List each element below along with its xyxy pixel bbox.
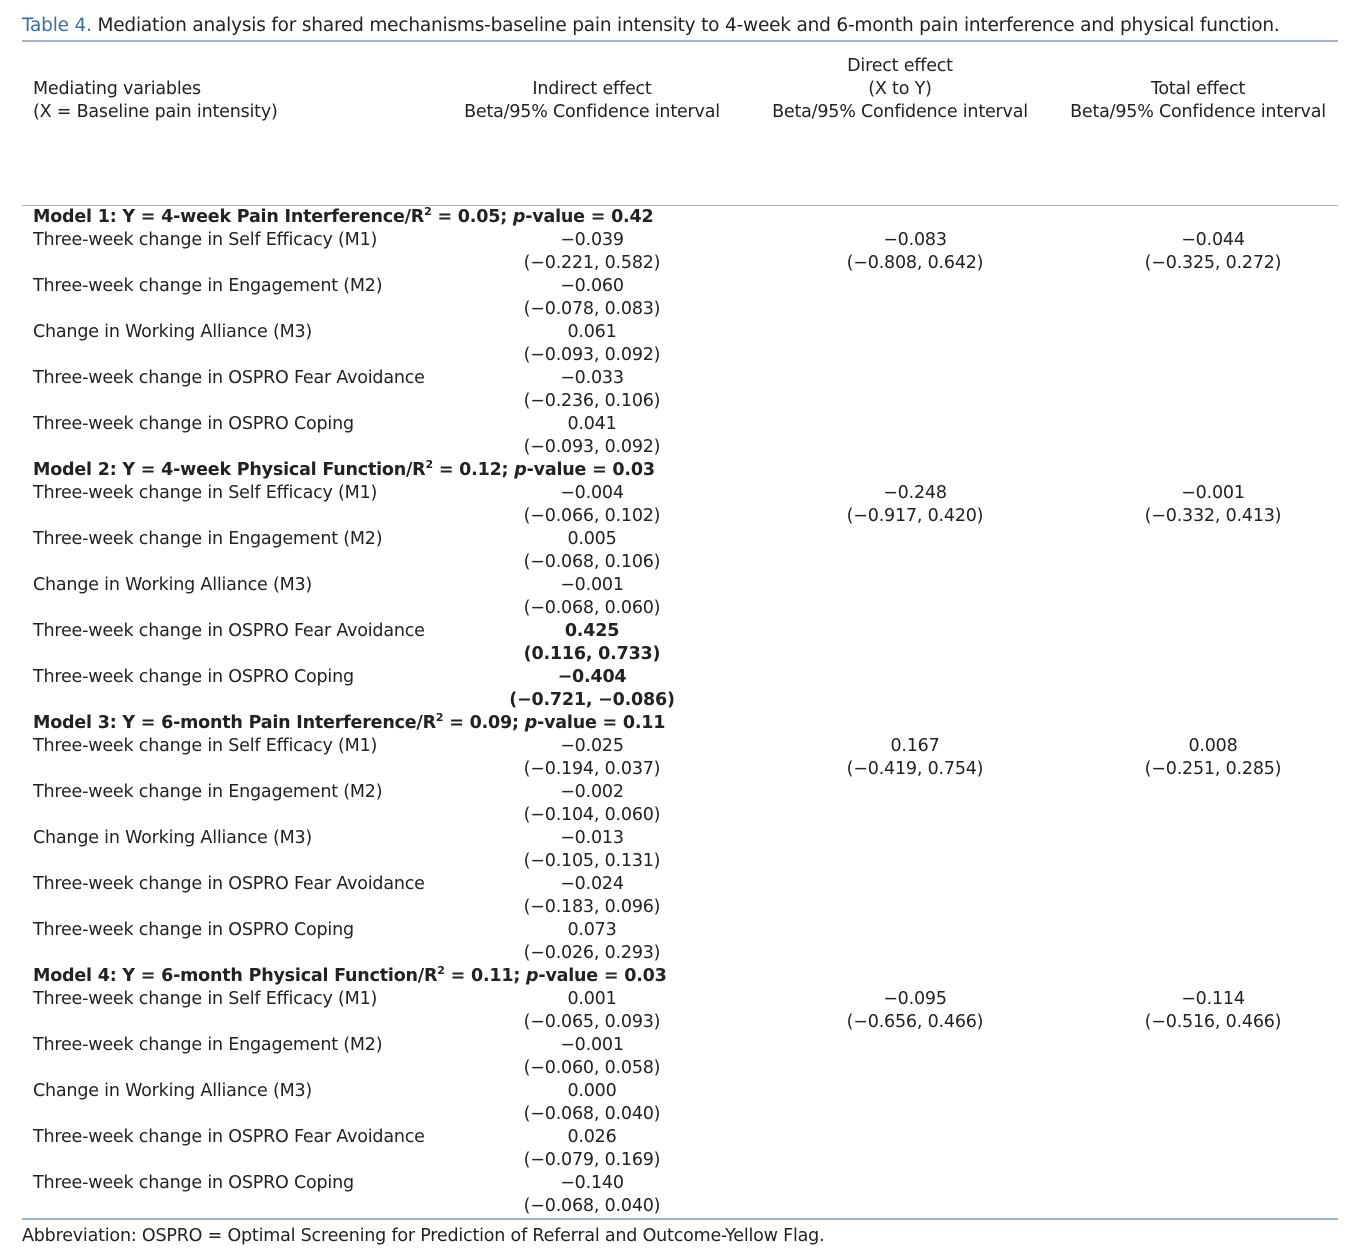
confidence-interval: (−0.060, 0.058) bbox=[523, 1058, 661, 1078]
model-title-pvalue: -value = 0.03 bbox=[538, 966, 667, 986]
total-effect-cell bbox=[1058, 620, 1338, 666]
mediating-variable-cell: Three-week change in OSPRO Fear Avoidance bbox=[33, 368, 425, 388]
confidence-interval: (−0.236, 0.106) bbox=[523, 391, 661, 411]
direct-effect-cell bbox=[742, 528, 1058, 574]
direct-effect-cell bbox=[742, 919, 1058, 965]
confidence-interval: (−0.917, 0.420) bbox=[846, 506, 984, 526]
header-direct-effect: Direct effect (X to Y) Beta/95% Confidence interval bbox=[772, 56, 1028, 122]
indirect-effect-cell bbox=[442, 275, 742, 321]
table-row bbox=[22, 321, 1338, 367]
table-row bbox=[22, 275, 1338, 321]
direct-effect-cell bbox=[742, 1034, 1058, 1080]
table-row bbox=[22, 229, 1338, 275]
confidence-interval: (−0.516, 0.466) bbox=[1144, 1012, 1282, 1032]
table-row bbox=[22, 781, 1338, 827]
direct-effect-cell bbox=[742, 1126, 1058, 1172]
indirect-effect-cell bbox=[442, 988, 742, 1034]
table-row bbox=[22, 367, 1338, 413]
model-header-row bbox=[22, 206, 1338, 229]
direct-effect-cell bbox=[742, 988, 1058, 1034]
model-title-superscript: 2 bbox=[424, 205, 432, 219]
table-row bbox=[22, 413, 1338, 459]
model-title-superscript: 2 bbox=[435, 711, 444, 725]
header-row bbox=[22, 42, 1338, 124]
model-title-pvalue: -value = 0.11 bbox=[537, 713, 666, 733]
total-effect-cell bbox=[1058, 1126, 1338, 1172]
total-effect-cell bbox=[1058, 1034, 1338, 1080]
mediating-variable-cell: Three-week change in Engagement (M2) bbox=[33, 276, 383, 296]
table-row bbox=[22, 1080, 1338, 1126]
beta-value: 0.001 bbox=[567, 989, 617, 1009]
indirect-effect-cell bbox=[442, 827, 742, 873]
beta-value: −0.404 bbox=[557, 667, 627, 687]
mediating-variable-cell: Three-week change in OSPRO Coping bbox=[33, 920, 354, 940]
model-header-row bbox=[22, 965, 1338, 988]
confidence-interval: (−0.065, 0.093) bbox=[523, 1012, 661, 1032]
model-title bbox=[22, 459, 1338, 482]
confidence-interval: (−0.656, 0.466) bbox=[846, 1012, 984, 1032]
model-title-pvalue: -value = 0.03 bbox=[526, 460, 655, 480]
beta-value: 0.026 bbox=[567, 1127, 617, 1147]
confidence-interval: (−0.026, 0.293) bbox=[523, 943, 661, 963]
model-title bbox=[22, 965, 1338, 988]
direct-effect-cell bbox=[742, 275, 1058, 321]
confidence-interval: (−0.183, 0.096) bbox=[523, 897, 661, 917]
table-row bbox=[22, 919, 1338, 965]
confidence-interval: (−0.808, 0.642) bbox=[846, 253, 984, 273]
model-title-superscript: 2 bbox=[425, 458, 433, 472]
beta-value: −0.140 bbox=[560, 1173, 624, 1193]
model-title-p: p bbox=[512, 207, 526, 227]
total-effect-cell bbox=[1058, 873, 1338, 919]
table-row bbox=[22, 666, 1338, 712]
total-effect-cell bbox=[1058, 1172, 1338, 1218]
total-effect-cell bbox=[1058, 528, 1338, 574]
mediating-variable-cell: Three-week change in OSPRO Fear Avoidance bbox=[33, 874, 425, 894]
mediating-variable-cell: Three-week change in Self Efficacy (M1) bbox=[33, 989, 378, 1009]
indirect-effect-cell bbox=[442, 1034, 742, 1080]
confidence-interval: (−0.068, 0.060) bbox=[523, 598, 661, 618]
confidence-interval: (−0.325, 0.272) bbox=[1144, 253, 1282, 273]
confidence-interval: (−0.066, 0.102) bbox=[523, 506, 661, 526]
total-effect-cell bbox=[1058, 666, 1338, 712]
confidence-interval: (−0.419, 0.754) bbox=[846, 759, 984, 779]
mediating-variable-cell: Change in Working Alliance (M3) bbox=[33, 322, 313, 342]
mediating-variable-cell: Change in Working Alliance (M3) bbox=[33, 1081, 313, 1101]
beta-value: −0.024 bbox=[560, 874, 624, 894]
total-effect-cell bbox=[1058, 275, 1338, 321]
direct-effect-cell bbox=[742, 229, 1058, 275]
header-mediating-variables: Mediating variables (X = Baseline pain intensity) bbox=[33, 79, 278, 122]
mediating-variable-cell: Three-week change in Engagement (M2) bbox=[33, 529, 383, 549]
mediating-variable-cell: Three-week change in Engagement (M2) bbox=[33, 1035, 383, 1055]
beta-value: 0.041 bbox=[567, 414, 617, 434]
indirect-effect-cell bbox=[442, 919, 742, 965]
model-title-prefix: Model 4: Y = 6-month Physical Function/R bbox=[33, 966, 438, 986]
beta-value: −0.001 bbox=[1181, 483, 1245, 503]
mediating-variable-cell: Three-week change in OSPRO Fear Avoidance bbox=[33, 1127, 425, 1147]
model-header-row bbox=[22, 712, 1338, 735]
confidence-interval: (−0.721, −0.086) bbox=[509, 690, 675, 710]
indirect-effect-cell bbox=[442, 873, 742, 919]
model-title-r2: = 0.09; bbox=[443, 713, 525, 733]
beta-value: −0.001 bbox=[560, 1035, 624, 1055]
model-title-superscript: 2 bbox=[437, 964, 445, 978]
caption-text: Mediation analysis for shared mechanisms-baseline pain intensity to 4-week and 6-month pain interference and physical function. bbox=[97, 15, 1280, 36]
direct-effect-cell bbox=[742, 1172, 1058, 1218]
total-effect-cell bbox=[1058, 229, 1338, 275]
beta-value: −0.025 bbox=[560, 736, 624, 756]
indirect-effect-cell bbox=[442, 482, 742, 528]
confidence-interval: (−0.068, 0.106) bbox=[523, 552, 661, 572]
total-effect-cell bbox=[1058, 735, 1338, 781]
beta-value: −0.044 bbox=[1181, 230, 1245, 250]
indirect-effect-cell bbox=[442, 666, 742, 712]
table-row bbox=[22, 574, 1338, 620]
model-header-row bbox=[22, 459, 1338, 482]
beta-value: −0.033 bbox=[560, 368, 624, 388]
indirect-effect-cell bbox=[442, 528, 742, 574]
confidence-interval: (−0.221, 0.582) bbox=[523, 253, 661, 273]
total-effect-cell bbox=[1058, 367, 1338, 413]
mediating-variable-cell: Three-week change in OSPRO Fear Avoidance bbox=[33, 621, 425, 641]
model-title-p: p bbox=[514, 460, 527, 480]
total-effect-cell bbox=[1058, 827, 1338, 873]
beta-value: −0.095 bbox=[883, 989, 947, 1009]
total-effect-cell bbox=[1058, 781, 1338, 827]
direct-effect-cell bbox=[742, 482, 1058, 528]
model-title-r2: = 0.05; bbox=[431, 207, 513, 227]
table-body bbox=[22, 206, 1338, 1218]
confidence-interval: (−0.093, 0.092) bbox=[523, 345, 661, 365]
table-row bbox=[22, 1034, 1338, 1080]
direct-effect-cell bbox=[742, 1080, 1058, 1126]
model-title-p: p bbox=[526, 966, 539, 986]
model-title-prefix: Model 2: Y = 4-week Physical Function/R bbox=[33, 460, 426, 480]
beta-value: −0.001 bbox=[560, 575, 624, 595]
total-effect-cell bbox=[1058, 321, 1338, 367]
beta-value: −0.060 bbox=[560, 276, 624, 296]
direct-effect-cell bbox=[742, 873, 1058, 919]
table-row bbox=[22, 827, 1338, 873]
table-row bbox=[22, 482, 1338, 528]
table-footnote: Abbreviation: OSPRO = Optimal Screening for Prediction of Referral and Outcome-Yellow Flag. bbox=[22, 1225, 825, 1246]
mediating-variable-cell: Three-week change in Self Efficacy (M1) bbox=[33, 230, 378, 250]
confidence-interval: (−0.079, 0.169) bbox=[523, 1150, 661, 1170]
model-title-p: p bbox=[524, 713, 538, 733]
mediating-variable-cell: Change in Working Alliance (M3) bbox=[33, 575, 313, 595]
confidence-interval: (−0.104, 0.060) bbox=[523, 805, 661, 825]
total-effect-cell bbox=[1058, 482, 1338, 528]
beta-value: 0.073 bbox=[567, 920, 617, 940]
mediating-variable-cell: Three-week change in Self Efficacy (M1) bbox=[33, 483, 378, 503]
header-total-effect: Total effect Beta/95% Confidence interval bbox=[1070, 79, 1326, 122]
beta-value: −0.013 bbox=[560, 828, 624, 848]
mediating-variable-cell: Three-week change in Self Efficacy (M1) bbox=[33, 736, 378, 756]
indirect-effect-cell bbox=[442, 620, 742, 666]
direct-effect-cell bbox=[742, 321, 1058, 367]
confidence-interval: (−0.105, 0.131) bbox=[523, 851, 661, 871]
model-title-r2: = 0.11; bbox=[444, 966, 527, 986]
indirect-effect-cell bbox=[442, 413, 742, 459]
direct-effect-cell bbox=[742, 666, 1058, 712]
table-row bbox=[22, 1172, 1338, 1218]
total-effect-cell bbox=[1058, 1080, 1338, 1126]
direct-effect-cell bbox=[742, 620, 1058, 666]
model-title-pvalue: -value = 0.42 bbox=[525, 207, 654, 227]
beta-value: −0.039 bbox=[560, 230, 624, 250]
confidence-interval: (−0.068, 0.040) bbox=[523, 1104, 661, 1124]
table-row bbox=[22, 1126, 1338, 1172]
confidence-interval: (0.116, 0.733) bbox=[523, 644, 661, 664]
confidence-interval: (−0.332, 0.413) bbox=[1144, 506, 1282, 526]
table-caption bbox=[22, 12, 1338, 40]
direct-effect-cell bbox=[742, 735, 1058, 781]
table-row bbox=[22, 735, 1338, 781]
indirect-effect-cell bbox=[442, 574, 742, 620]
header-indirect-effect: Indirect effect Beta/95% Confidence interval bbox=[464, 79, 720, 122]
beta-value: −0.004 bbox=[560, 483, 624, 503]
beta-value: 0.061 bbox=[567, 322, 617, 342]
direct-effect-cell bbox=[742, 367, 1058, 413]
indirect-effect-cell bbox=[442, 367, 742, 413]
direct-effect-cell bbox=[742, 781, 1058, 827]
total-effect-cell bbox=[1058, 988, 1338, 1034]
mediating-variable-cell: Three-week change in Engagement (M2) bbox=[33, 782, 383, 802]
total-effect-cell bbox=[1058, 919, 1338, 965]
model-title-prefix: Model 1: Y = 4-week Pain Interference/R bbox=[33, 207, 425, 227]
indirect-effect-cell bbox=[442, 1080, 742, 1126]
indirect-effect-cell bbox=[442, 229, 742, 275]
table-row bbox=[22, 528, 1338, 574]
beta-value: −0.114 bbox=[1181, 989, 1245, 1009]
model-title-r2: = 0.12; bbox=[432, 460, 515, 480]
beta-value: −0.002 bbox=[560, 782, 624, 802]
beta-value: −0.248 bbox=[883, 483, 947, 503]
mediating-variable-cell: Three-week change in OSPRO Coping bbox=[33, 414, 354, 434]
indirect-effect-cell bbox=[442, 781, 742, 827]
indirect-effect-cell bbox=[442, 321, 742, 367]
indirect-effect-cell bbox=[442, 1126, 742, 1172]
total-effect-cell bbox=[1058, 574, 1338, 620]
direct-effect-cell bbox=[742, 827, 1058, 873]
model-title-prefix: Model 3: Y = 6-month Pain Interference/R bbox=[33, 713, 436, 733]
confidence-interval: (−0.194, 0.037) bbox=[523, 759, 661, 779]
mediation-table bbox=[22, 42, 1338, 1218]
indirect-effect-cell bbox=[442, 735, 742, 781]
beta-value: 0.005 bbox=[567, 529, 617, 549]
table-page bbox=[22, 12, 1338, 1248]
beta-value: 0.000 bbox=[567, 1081, 617, 1101]
model-title bbox=[22, 206, 1338, 229]
beta-value: −0.083 bbox=[883, 230, 947, 250]
beta-value: 0.167 bbox=[890, 736, 940, 756]
confidence-interval: (−0.068, 0.040) bbox=[523, 1196, 661, 1216]
caption-label: Table 4. bbox=[22, 15, 92, 36]
mediating-variable-cell: Three-week change in OSPRO Coping bbox=[33, 1173, 354, 1193]
beta-value: 0.008 bbox=[1188, 736, 1238, 756]
table-row bbox=[22, 988, 1338, 1034]
model-title bbox=[22, 712, 1338, 735]
confidence-interval: (−0.093, 0.092) bbox=[523, 437, 661, 457]
confidence-interval: (−0.078, 0.083) bbox=[523, 299, 661, 319]
mediating-variable-cell: Three-week change in OSPRO Coping bbox=[33, 667, 354, 687]
direct-effect-cell bbox=[742, 413, 1058, 459]
total-effect-cell bbox=[1058, 413, 1338, 459]
indirect-effect-cell bbox=[442, 1172, 742, 1218]
table-row bbox=[22, 873, 1338, 919]
table-row bbox=[22, 620, 1338, 666]
confidence-interval: (−0.251, 0.285) bbox=[1144, 759, 1282, 779]
mediating-variable-cell: Change in Working Alliance (M3) bbox=[33, 828, 313, 848]
direct-effect-cell bbox=[742, 574, 1058, 620]
beta-value: 0.425 bbox=[564, 621, 620, 641]
